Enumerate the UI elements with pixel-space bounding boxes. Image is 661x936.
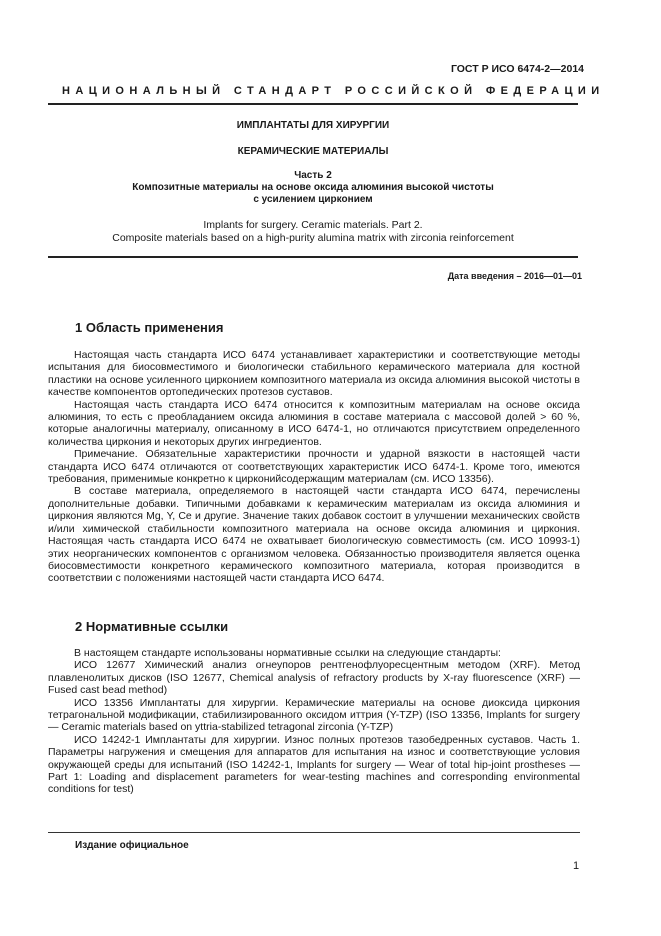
top-divider <box>48 103 578 105</box>
paragraph: Настоящая часть стандарта ИСО 6474 относится к композитным материалам на основе оксида алюминия, то есть с преобладанием оксида алюминия в составе материала с массовой долей > 60 %, которые аналогичны материалу, описанному в ИСО 6474-1, но отличаются присутствием определенного количества циркония и некоторых других ингредиентов. <box>48 398 580 448</box>
paragraph: В настоящем стандарте использованы нормативные ссылки на следующие стандарты: <box>74 647 501 659</box>
footer-divider <box>48 832 580 833</box>
english-title-line-1: Implants for surgery. Ceramic materials. Part 2. <box>203 219 423 231</box>
paragraph: В составе материала, определяемого в настоящей части стандарта ИСО 6474, перечислены дополнительные добавки. Типичными добавками к керамическим материалам из оксида алюминия и циркония являются Mg, Y, Ce и другие. Значение таких добавок состоит в улучшении механических свойств и/или химической стабильности композитного материала на основе оксида алюминия и циркония. Настоящая часть стандарта ИСО 6474 не охватывает биологическую совместимость (см. ИСО 10993-1) этих неорганических компонентов с организмом человека. Обязанностью производителя является оценка биосовместимости конкретного керамического композитного материала, которая производится в соответствии с положениями настоящей части стандарта ИСО 6474. <box>48 485 580 585</box>
title-line-2: КЕРАМИЧЕСКИЕ МАТЕРИАЛЫ <box>237 146 389 157</box>
part-label: Часть 2 <box>294 170 332 181</box>
national-standard-banner: НАЦИОНАЛЬНЫЙ СТАНДАРТ РОССИЙСКОЙ ФЕДЕРАЦИИ <box>62 85 605 97</box>
doc-code: ГОСТ Р ИСО 6474-2—2014 <box>450 63 584 75</box>
section-2-body <box>48 647 580 796</box>
section-1-heading: 1 Область применения <box>75 320 224 335</box>
note-paragraph: Примечание. Обязательные характеристики прочности и ударной вязкости в настоящей части стандарта ИСО 6474 отличаются от соответствующих характеристик ИСО 6474-1. Кроме того, имеются требования, применимые конкретно к цирконийсодержащим материалам (см. ИСО 13356). <box>48 448 580 486</box>
title-divider <box>48 256 578 258</box>
page-number: 1 <box>573 860 580 872</box>
section-1-body <box>48 349 580 585</box>
official-edition-label: Издание официальное <box>75 840 189 851</box>
subtitle-line-2: с усилением цирконием <box>253 194 373 205</box>
title-line-1: ИМПЛАНТАТЫ ДЛЯ ХИРУРГИИ <box>236 120 390 131</box>
english-title <box>48 219 578 245</box>
section-2-heading: 2 Нормативные ссылки <box>75 619 229 634</box>
reference-item: ИСО 12677 Химический анализ огнеупоров рентгенофлуоресцентным методом (XRF). Метод плавленолитых дисков (ISO 12677, Chemical analysis of refractory products by X-ray fluorescence (XRF) — Fused cast bead method) <box>48 659 580 697</box>
english-title-line-2: Composite materials based on a high-purity alumina matrix with zirconia reinforcement <box>112 232 514 244</box>
paragraph: Настоящая часть стандарта ИСО 6474 устанавливает характеристики и соответствующие методы испытания для биосовместимого и биологически стабильного керамического материала для костной пластики на основе усиленного цирконием композитного материала из оксида алюминия высокой чистоты в качестве компонентов ортопедических протезов суставов. <box>48 349 580 399</box>
reference-item: ИСО 13356 Имплантаты для хирургии. Керамические материалы на основе диоксида циркония тетрагональной модификации, стабилизированного оксидом иттрия (Y-TZP) (ISO 13356, Implants for surgery — Ceramic materials based on yttria-stabilized tetragonal zirconia (Y-TZP) <box>48 696 580 734</box>
date-of-introduction: Дата введения – 2016—01—01 <box>447 271 582 281</box>
subtitle-line-1: Композитные материалы на основе оксида алюминия высокой чистоты <box>132 182 494 193</box>
title-part-block <box>48 170 578 206</box>
reference-item: ИСО 14242-1 Имплантаты для хирургии. Износ полных протезов тазобедренных суставов. Часть 1. Параметры нагружения и смещения для аппаратов для испытания на износ и соответствующие условия окружающей среды для испытаний (ISO 14242-1, Implants for surgery — Wear of total hip-joint prostheses — Part 1: Loading and displacement parameters for wear-testing machines and corresponding environmental conditions for test) <box>48 733 580 796</box>
